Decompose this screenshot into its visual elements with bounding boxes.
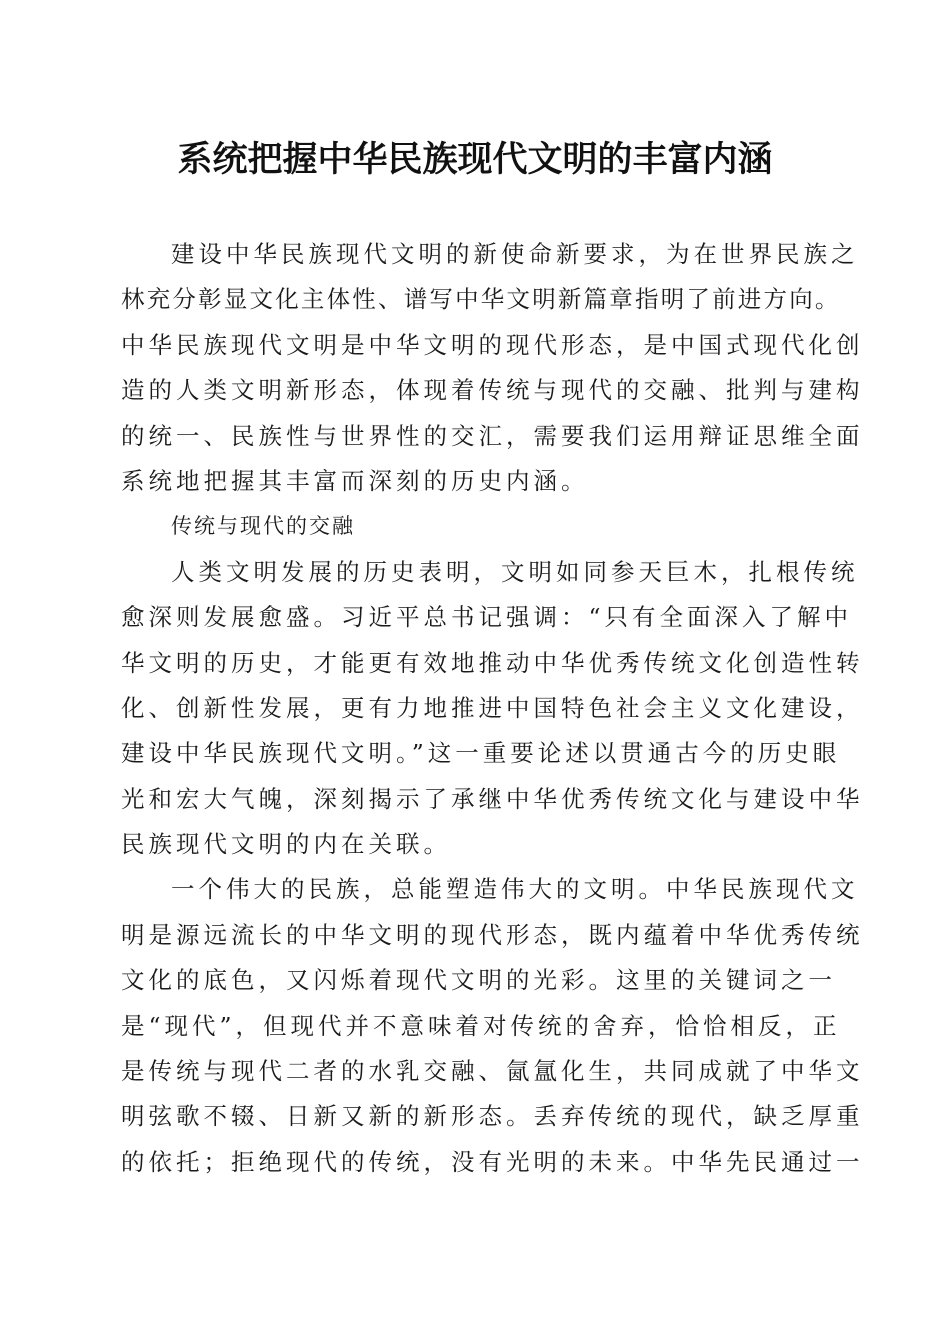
paragraph-line: 愈深则发展愈盛。习近平总书记强调：“只有全面深入了解中 xyxy=(121,603,853,632)
paragraph-line: 人类文明发展的历史表明，文明如同参天巨木，扎根传统 xyxy=(171,557,859,586)
paragraph-line: 一个伟大的民族，总能塑造伟大的文明。中华民族现代文 xyxy=(171,875,859,904)
paragraph-line: 林充分彰显文化主体性、谱写中华文明新篇章指明了前进方向。 xyxy=(121,285,841,314)
paragraph-line: 中华民族现代文明是中华文明的现代形态，是中国式现代化创 xyxy=(121,330,864,359)
document-body xyxy=(121,232,864,1185)
paragraph-line: 明弦歌不辍、日新又新的新形态。丢弃传统的现代，缺乏厚重 xyxy=(121,1102,864,1131)
paragraph-line: 是“现代”，但现代并不意味着对传统的舍弃，恰恰相反，正 xyxy=(121,1011,841,1040)
paragraph-line: 光和宏大气魄，深刻揭示了承继中华优秀传统文化与建设中华 xyxy=(121,784,864,813)
paragraph-line: 建设中华民族现代文明的新使命新要求，为在世界民族之 xyxy=(171,240,859,268)
paragraph-line: 华文明的历史，才能更有效地推动中华优秀传统文化创造性转 xyxy=(121,648,864,677)
paragraph-line: 民族现代文明的内在关联。 xyxy=(121,830,451,859)
paragraph-line: 化、创新性发展，更有力地推进中国特色社会主义文化建设， xyxy=(121,693,864,722)
document-title: 系统把握中华民族现代文明的丰富内涵 xyxy=(177,139,773,180)
paragraph-line: 明是源远流长的中华文明的现代形态，既内蕴着中华优秀传统 xyxy=(121,920,864,949)
paragraph-line: 的统一、民族性与世界性的交汇，需要我们运用辩证思维全面 xyxy=(121,421,864,450)
paragraph-line: 造的人类文明新形态，体现着传统与现代的交融、批判与建构 xyxy=(121,376,864,405)
paragraph-line: 建设中华民族现代文明。”这一重要论述以贯通古今的历史眼 xyxy=(121,739,841,768)
paragraph-line: 系统地把握其丰富而深刻的历史内涵。 xyxy=(121,466,589,495)
paragraph-line: 是传统与现代二者的水乳交融、氤氲化生，共同成就了中华文 xyxy=(121,1057,864,1086)
paragraph-line: 的依托；拒绝现代的传统，没有光明的未来。中华先民通过一 xyxy=(121,1147,864,1176)
section-heading: 传统与现代的交融 xyxy=(171,514,355,539)
paragraph-line: 文化的底色，又闪烁着现代文明的光彩。这里的关键词之一 xyxy=(121,966,836,995)
